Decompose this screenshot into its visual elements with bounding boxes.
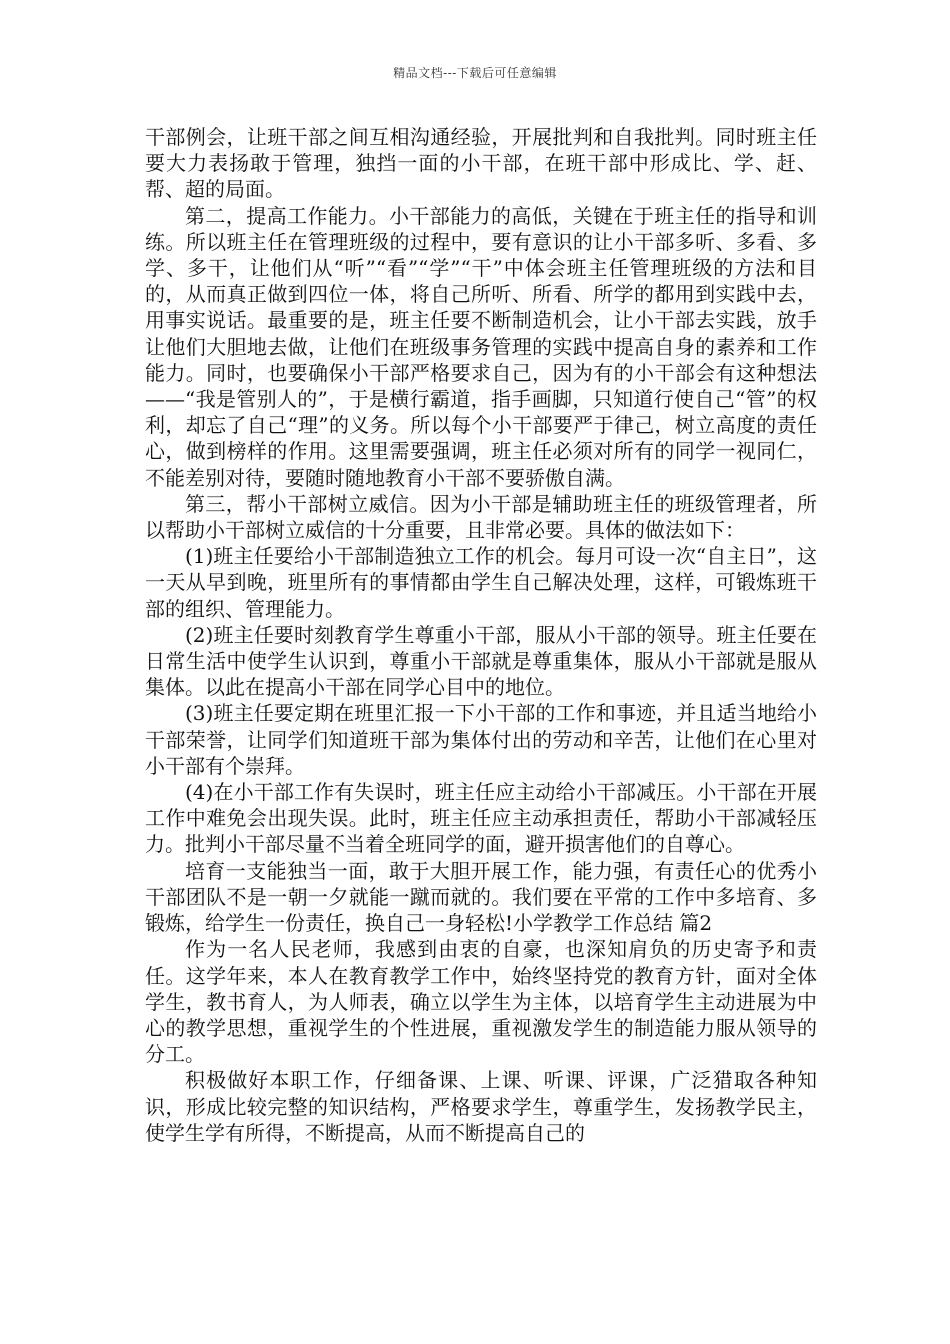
paragraph: 培育一支能独当一面，敢于大胆开展工作，能力强，有责任心的优秀小干部团队不是一朝一夕就能一蹴而就的。我们要在平常的工作中多培育、多锻炼，给学生一份责任，换自己一身轻松!小学教学工作总结 篇2 xyxy=(145,858,817,936)
page-header: 精品文档---下载后可任意编辑 xyxy=(393,66,557,80)
paragraph: (4)在小干部工作有失误时，班主任应主动给小干部减压。小干部在开展工作中难免会出现失误。此时，班主任应主动承担责任，帮助小干部减轻压力。批判小干部尽量不当着全班同学的面，避开损害他们的自尊心。 xyxy=(145,780,817,857)
document-body xyxy=(145,124,817,1146)
paragraph: (3)班主任要定期在班里汇报一下小干部的工作和事迹，并且适当地给小干部荣誉，让同学们知道班干部为集体付出的劳动和辛苦，让他们在心里对小干部有个崇拜。 xyxy=(145,701,817,778)
paragraph: (1)班主任要给小干部制造独立工作的机会。每月可设一次“自主日”，这一天从早到晚，班里所有的事情都由学生自己解决处理，这样，可锻炼班干部的组织、管理能力。 xyxy=(145,544,817,621)
paragraph: 积极做好本职工作，仔细备课、上课、听课、评课，广泛猎取各种知识，形成比较完整的知识结构，严格要求学生，尊重学生，发扬教学民主，使学生学有所得，不断提高，从而不断提高自己的 xyxy=(145,1068,817,1145)
paragraph: 干部例会，让班干部之间互相沟通经验，开展批判和自我批判。同时班主任要大力表扬敢于管理，独挡一面的小干部，在班干部中形成比、学、赶、帮、超的局面。 xyxy=(145,125,817,202)
paragraph: (2)班主任要时刻教育学生尊重小干部，服从小干部的领导。班主任要在日常生活中使学生认识到，尊重小干部就是尊重集体，服从小干部就是服从集体。以此在提高小干部在同学心目中的地位。 xyxy=(145,622,817,700)
paragraph: 作为一名人民老师，我感到由衷的自豪，也深知肩负的历史寄予和责任。这学年来，本人在教育教学工作中，始终坚持党的教育方针，面对全体学生，教书育人，为人师表，确立以学生为主体，以培育学生主动进展为中心的教学思想，重视学生的个性进展，重视激发学生的制造能力服从领导的分工。 xyxy=(145,937,817,1067)
paragraph: 第二，提高工作能力。小干部能力的高低，关键在于班主任的指导和训练。所以班主任在管理班级的过程中，要有意识的让小干部多听、多看、多学、多干，让他们从“听”“看”“学”“干”中体会班主任管理班级的方法和目的，从而真正做到四位一体，将自己所听、所看、所学的都用到实践中去，用事实说话。最重要的是，班主任要不断制造机会，让小干部去实践，放手让他们大胆地去做，让他们在班级事务管理的实践中提高自身的素养和工作能力。同时，也要确保小干部严格要求自己，因为有的小干部会有这种想法——“我是管别人的”，于是横行霸道，指手画脚，只知道行使自己“管”的权利，却忘了自己“理”的义务。所以每个小干部要严于律己，树立高度的责任心，做到榜样的作用。这里需要强调，班主任必须对所有的同学一视同仁，不能差别对待，要随时随地教育小干部不要骄傲自满。 xyxy=(145,203,817,490)
paragraph: 第三，帮小干部树立威信。因为小干部是辅助班主任的班级管理者，所以帮助小干部树立威信的十分重要，且非常必要。具体的做法如下： xyxy=(145,491,817,543)
